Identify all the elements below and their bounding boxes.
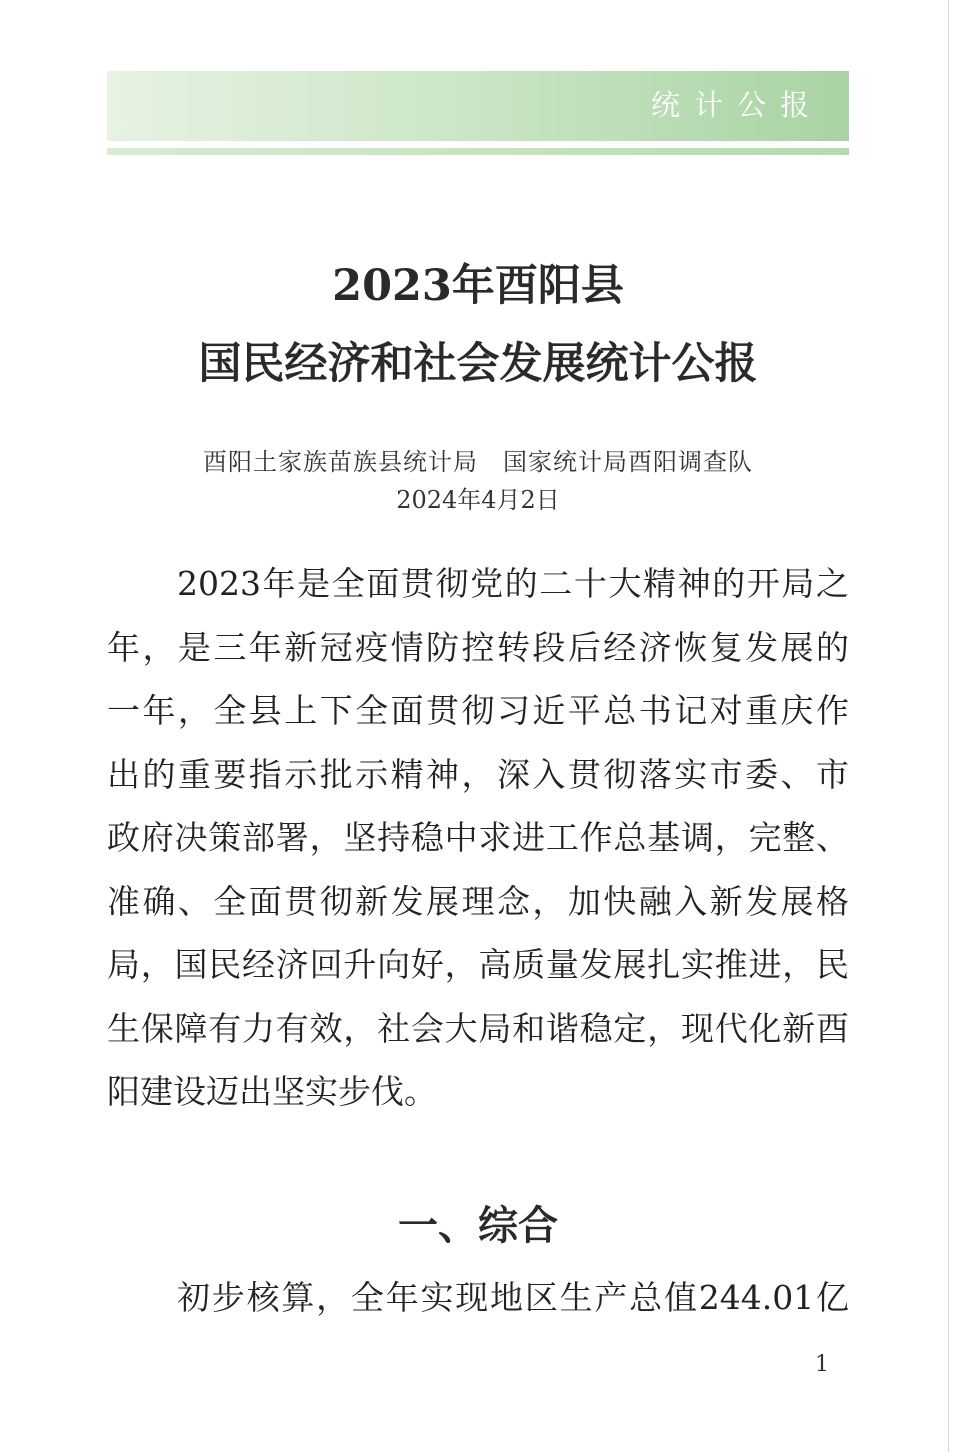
intro-line: 生保障有力有效，社会大局和谐稳定，现代化新酉 — [107, 1008, 849, 1048]
intro-line: 局，国民经济回升向好，高质量发展扎实推进，民 — [107, 945, 849, 984]
section1-paragraph — [107, 1266, 849, 1330]
intro-line: 年，是三年新冠疫情防控转段后经济恢复发展的 — [107, 627, 849, 667]
intro-line: 准确、全面贯彻新发展理念，加快融入新发展格 — [107, 881, 849, 921]
header-banner — [107, 71, 849, 141]
page-number: 1 — [815, 1352, 829, 1377]
banner-title: 统计公报 — [650, 88, 823, 122]
intro-line: 政府决策部署，坚持稳中求进工作总基调，完整、 — [107, 818, 849, 857]
intro-line: 阳建设迈出坚实步伐。 — [107, 1072, 437, 1111]
intro-line: 一年，全县上下全面贯彻习近平总书记对重庆作 — [107, 691, 849, 730]
byline-authors: 酉阳土家族苗族县统计局 国家统计局酉阳调查队 — [203, 448, 753, 476]
section1-line: 初步核算，全年实现地区生产总值244.01亿 — [177, 1278, 849, 1317]
intro-line: 出的重要指示批示精神，深入贯彻落实市委、市 — [107, 754, 849, 794]
intro-paragraph — [107, 552, 849, 1124]
section-heading: 一、综合 — [398, 1202, 558, 1249]
intro-line: 2023年是全面贯彻党的二十大精神的开局之 — [177, 564, 849, 603]
doc-title-line2: 国民经济和社会发展统计公报 — [198, 339, 758, 389]
doc-title-line1: 2023年酉阳县 — [332, 261, 624, 311]
banner-rule — [107, 148, 849, 155]
byline-date: 2024年4月2日 — [396, 486, 560, 514]
